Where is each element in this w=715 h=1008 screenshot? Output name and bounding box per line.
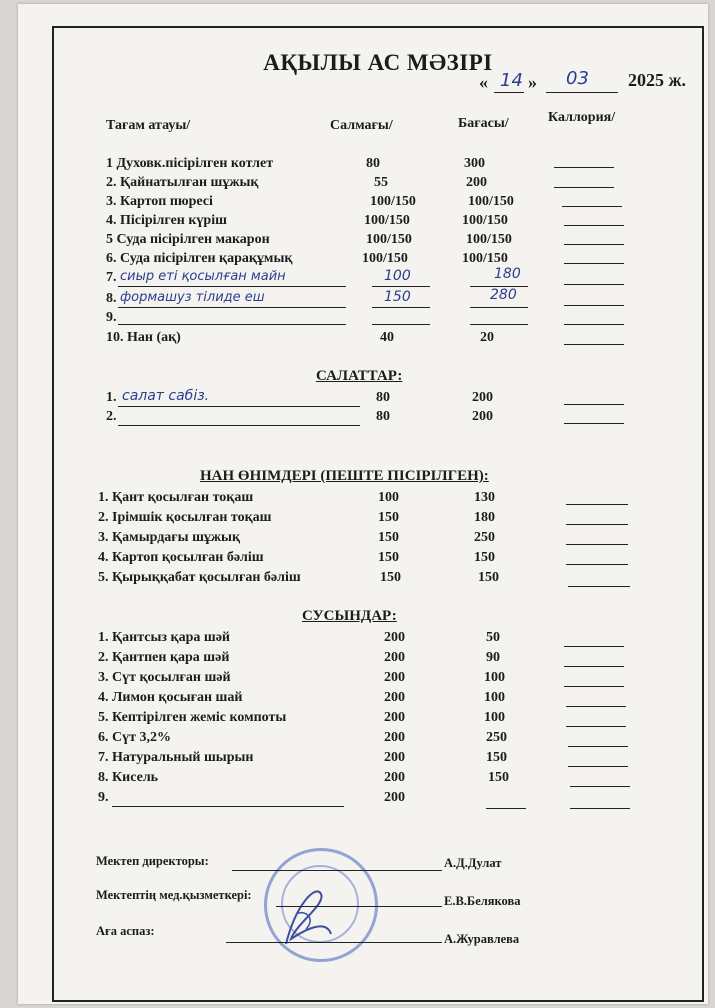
section-title-bakery: НАН ӨНІМДЕРІ (ПЕШТЕ ПІСІРІЛГЕН): [200, 468, 489, 484]
signature-line [276, 906, 442, 907]
drink-row [54, 750, 702, 770]
item-name-handwritten: формашуз тілиде еш [120, 290, 265, 305]
price-line [470, 307, 528, 308]
item-weight: 200 [384, 630, 405, 645]
drink-row [54, 730, 702, 750]
weight-line [372, 286, 430, 287]
item-name: 10. Нан (ақ) [106, 330, 181, 345]
item-number: 2. [106, 409, 117, 424]
item-price: 200 [466, 175, 487, 190]
calorie-blank [566, 564, 628, 565]
item-name: 5. Қырыққабат қосылған бәліш [98, 570, 301, 585]
calorie-blank [564, 666, 624, 667]
item-name: 1. Қантсыз қара шәй [98, 630, 230, 645]
section-title-salads: САЛАТТАР: [316, 368, 403, 384]
item-weight: 200 [384, 750, 405, 765]
menu-row [54, 175, 702, 195]
item-price-handwritten: 180 [494, 266, 521, 282]
item-weight: 100/150 [364, 213, 410, 228]
item-weight: 150 [378, 510, 399, 525]
section-title-drinks: СУСЫНДАР: [302, 608, 397, 624]
bakery-row [54, 510, 702, 530]
calorie-blank [564, 225, 624, 226]
item-price: 130 [474, 490, 495, 505]
calorie-blank [566, 726, 626, 727]
item-price: 150 [474, 550, 495, 565]
drink-row [54, 690, 702, 710]
item-number: 1. [106, 390, 117, 405]
date-month: 03 [566, 68, 589, 89]
calorie-blank [562, 206, 622, 207]
bakery-row [54, 490, 702, 510]
item-price: 50 [486, 630, 500, 645]
drink-row [54, 630, 702, 650]
item-price: 250 [486, 730, 507, 745]
item-weight: 200 [384, 770, 405, 785]
name-line [118, 425, 360, 426]
calorie-blank [564, 263, 624, 264]
menu-row [54, 232, 702, 252]
date-open-quote: « [479, 72, 488, 92]
item-name: 5. Кептірілген жеміс компоты [98, 710, 287, 725]
page-border [52, 26, 704, 1002]
calorie-blank [564, 646, 624, 647]
item-name: 5 Суда пісірілген макарон [106, 232, 270, 247]
item-price: 100 [484, 690, 505, 705]
calorie-blank [554, 187, 614, 188]
calorie-blank [564, 344, 624, 345]
price-line [470, 324, 528, 325]
item-price: 100/150 [466, 232, 512, 247]
signature-line [226, 942, 442, 943]
date-year: 2025 ж. [628, 70, 687, 90]
date-close-quote: » [528, 72, 537, 92]
item-weight: 150 [380, 570, 401, 585]
item-name: 3. Қамырдағы шұжық [98, 530, 241, 545]
item-weight: 40 [380, 330, 394, 345]
item-weight: 200 [384, 790, 405, 805]
calorie-blank [566, 544, 628, 545]
calorie-blank [566, 524, 628, 525]
calorie-blank [564, 423, 624, 424]
calorie-blank [568, 746, 628, 747]
calorie-blank [568, 586, 630, 587]
item-weight-handwritten: 100 [384, 268, 411, 284]
item-price: 300 [464, 156, 485, 171]
item-price: 100/150 [462, 251, 508, 266]
page-title: АҚЫЛЫ АС МӘЗІРІ [263, 50, 493, 75]
item-weight: 100/150 [370, 194, 416, 209]
salad-row [54, 390, 702, 410]
salad-row [54, 409, 702, 429]
item-number: 7. [106, 270, 117, 285]
item-name: 2. Ірімшік қосылған тоқаш [98, 510, 272, 525]
item-weight-handwritten: 150 [384, 289, 411, 305]
menu-row [54, 194, 702, 214]
calorie-blank [570, 808, 630, 809]
menu-row-handwritten [54, 287, 702, 311]
signature-role-medic: Мектептің мед.қызметкері: [96, 888, 252, 902]
bakery-row [54, 530, 702, 550]
drink-row [54, 770, 702, 790]
price-line [486, 808, 526, 809]
item-weight: 200 [384, 710, 405, 725]
weight-line [372, 307, 430, 308]
item-weight: 200 [384, 650, 405, 665]
item-name: 2. Қантпен қара шәй [98, 650, 230, 665]
date-month-line [546, 92, 618, 93]
item-name: 3. Сүт қосылған шәй [98, 670, 231, 685]
menu-row [54, 213, 702, 233]
bakery-row [54, 550, 702, 570]
item-price: 100 [484, 670, 505, 685]
menu-row [54, 156, 702, 176]
menu-sheet [18, 4, 708, 1004]
item-price: 100/150 [462, 213, 508, 228]
calorie-blank [554, 167, 614, 168]
item-number: 9. [98, 790, 109, 805]
calorie-blank [566, 504, 628, 505]
menu-row-handwritten [54, 266, 702, 290]
item-weight: 100/150 [366, 232, 412, 247]
header-calories: Каллория/ [548, 110, 616, 125]
date-day: 14 [500, 70, 523, 91]
header-name: Тағам атауы/ [106, 118, 191, 133]
item-weight: 150 [378, 550, 399, 565]
item-name: 4. Пісірілген күріш [106, 213, 227, 228]
calorie-blank [564, 244, 624, 245]
weight-line [372, 324, 430, 325]
item-price: 150 [486, 750, 507, 765]
item-name: 6. Суда пісірілген қарақұмық [106, 251, 293, 266]
item-name-handwritten: сиыр еті қосылған майн [120, 269, 286, 284]
item-weight: 200 [384, 670, 405, 685]
menu-row-blank [54, 310, 702, 330]
item-number: 9. [106, 310, 117, 325]
calorie-blank [564, 284, 624, 285]
item-price-handwritten: 280 [490, 287, 517, 303]
item-price: 250 [474, 530, 495, 545]
header-weight: Салмағы/ [330, 118, 393, 133]
item-weight: 55 [374, 175, 388, 190]
name-line [118, 286, 346, 287]
signature-role-cook: Аға аспаз: [96, 924, 155, 938]
item-price: 150 [478, 570, 499, 585]
item-name: 4. Картоп қосылған бәліш [98, 550, 264, 565]
calorie-blank [564, 404, 624, 405]
item-weight: 80 [376, 390, 390, 405]
drink-row-blank [54, 790, 702, 810]
menu-row [54, 330, 702, 350]
item-price: 90 [486, 650, 500, 665]
item-weight: 150 [378, 530, 399, 545]
menu-row [54, 251, 702, 271]
item-price: 100 [484, 710, 505, 725]
item-weight: 80 [376, 409, 390, 424]
name-line [118, 324, 346, 325]
calorie-blank [564, 686, 624, 687]
name-line [118, 406, 360, 407]
header-price: Бағасы/ [458, 116, 509, 131]
item-price: 200 [472, 409, 493, 424]
drink-row [54, 650, 702, 670]
item-weight: 200 [384, 730, 405, 745]
signature-role-director: Мектеп директоры: [96, 854, 209, 868]
item-name: 2. Қайнатылған шұжық [106, 175, 259, 190]
item-weight: 100/150 [362, 251, 408, 266]
calorie-blank [564, 305, 624, 306]
signature-name-cook: А.Журавлева [444, 932, 520, 946]
item-price: 180 [474, 510, 495, 525]
item-name: 1. Қант қосылған тоқаш [98, 490, 254, 505]
name-line [112, 806, 344, 807]
item-price: 100/150 [468, 194, 514, 209]
signature-name-medic: Е.В.Белякова [444, 894, 521, 908]
item-name: 8. Кисель [98, 770, 159, 785]
item-weight: 200 [384, 690, 405, 705]
drink-row [54, 710, 702, 730]
item-weight: 100 [378, 490, 399, 505]
drink-row [54, 670, 702, 690]
item-name: 7. Натуральный шырын [98, 750, 254, 765]
name-line [118, 307, 346, 308]
item-name: 6. Сүт 3,2% [98, 730, 171, 745]
bakery-row [54, 570, 702, 590]
item-price: 20 [480, 330, 494, 345]
item-name: 1 Духовк.пісірілген котлет [106, 156, 274, 171]
item-name: 4. Лимон қосыған шай [98, 690, 243, 705]
item-number: 8. [106, 291, 117, 306]
signature-name-director: А.Д.Дулат [444, 856, 502, 870]
calorie-blank [570, 786, 630, 787]
signature-line [232, 870, 442, 871]
item-name-handwritten: салат сабіз. [122, 388, 210, 404]
item-price: 150 [488, 770, 509, 785]
item-weight: 80 [366, 156, 380, 171]
calorie-blank [564, 324, 624, 325]
calorie-blank [566, 706, 626, 707]
calorie-blank [568, 766, 628, 767]
item-name: 3. Картоп пюресі [106, 194, 213, 209]
date-day-line [494, 92, 524, 93]
item-price: 200 [472, 390, 493, 405]
